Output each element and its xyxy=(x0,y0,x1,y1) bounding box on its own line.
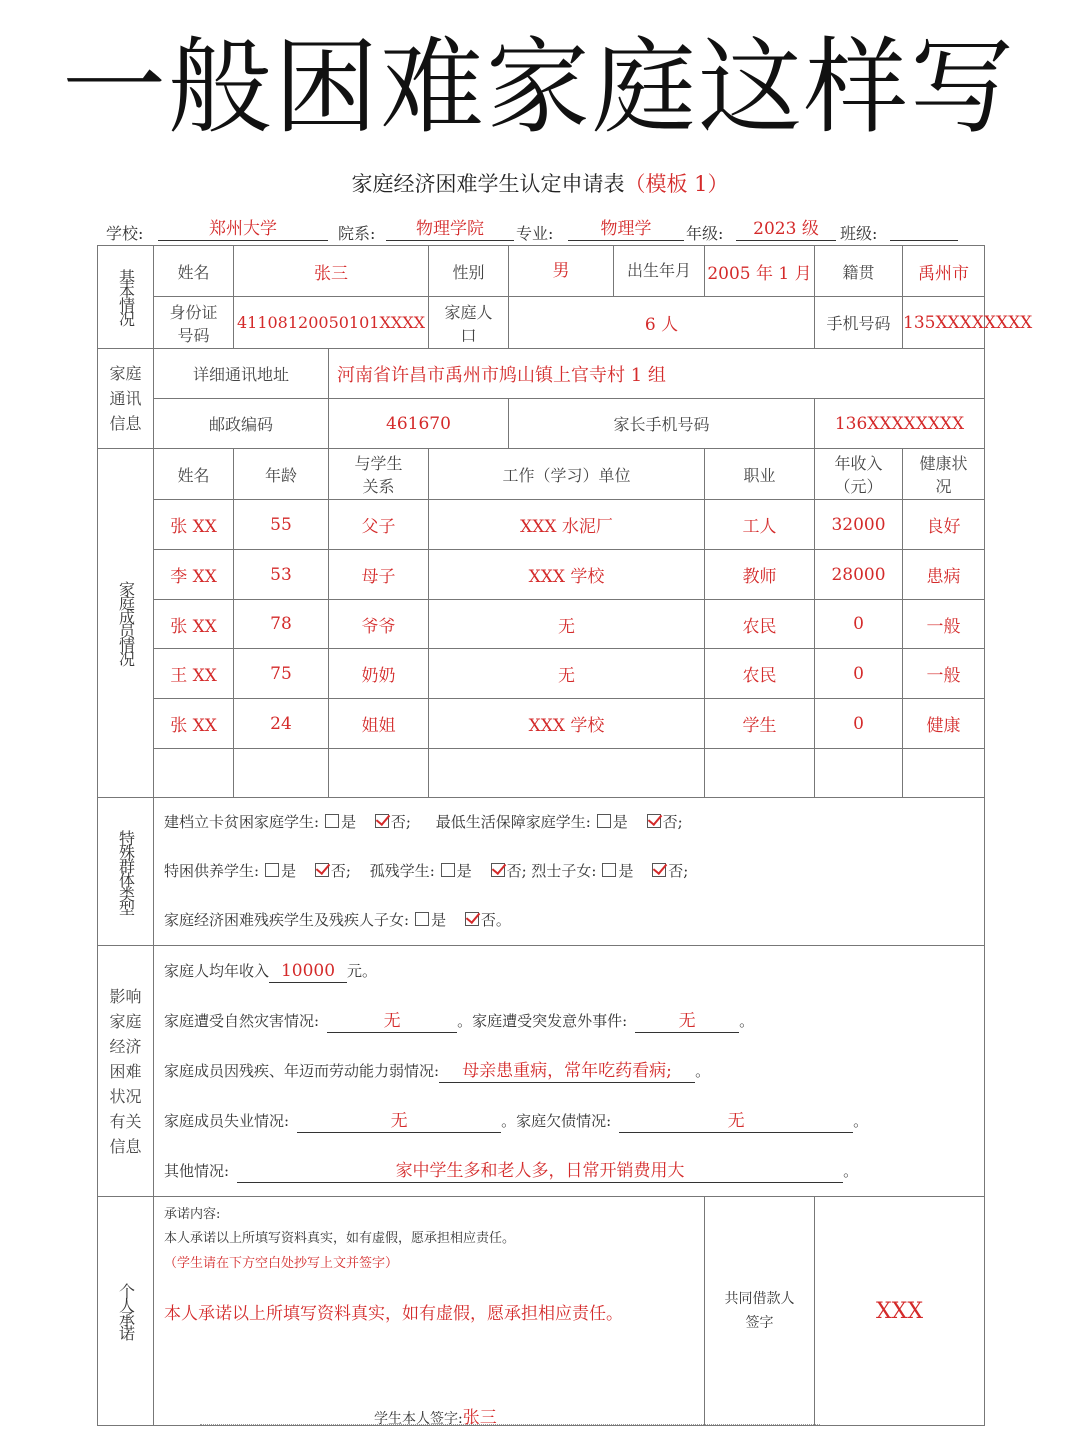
member-age: 24 xyxy=(234,699,329,749)
class-label: 班级: xyxy=(840,224,878,243)
member-name: 张 XX xyxy=(154,500,234,550)
avg-income-value: 10000 xyxy=(269,960,347,983)
major-label: 专业: xyxy=(516,224,554,243)
col-income: 年收入 （元） xyxy=(815,449,903,500)
member-relation: 爷爷 xyxy=(329,600,429,649)
member-age: 55 xyxy=(234,500,329,550)
promise-row xyxy=(98,1197,985,1426)
checkbox-checked-icon xyxy=(465,912,479,926)
influence-content xyxy=(154,946,985,1197)
dept-value: 物理学院 xyxy=(386,216,514,241)
dept-label: 院系: xyxy=(338,224,376,243)
disaster-value: 无 xyxy=(327,1010,457,1033)
col-name: 姓名 xyxy=(154,449,234,500)
accident-value: 无 xyxy=(635,1010,739,1033)
address-label: 详细通讯地址 xyxy=(154,349,329,399)
member-name: 李 XX xyxy=(154,550,234,600)
member-relation: 母子 xyxy=(329,550,429,600)
checkbox-icon xyxy=(597,814,611,828)
member-income: 0 xyxy=(815,600,903,649)
special-row xyxy=(98,798,985,946)
member-income: 0 xyxy=(815,699,903,749)
member-work: XXX 学校 xyxy=(429,550,705,600)
member-work: 无 xyxy=(429,600,705,649)
phone-value: 135XXXXXXXX xyxy=(903,297,985,349)
table-row xyxy=(98,550,985,600)
members-section-label: 家庭成员情况 xyxy=(98,449,154,798)
special-content xyxy=(154,798,985,946)
col-age: 年龄 xyxy=(234,449,329,500)
member-name: 王 XX xyxy=(154,649,234,699)
member-work: XXX 学校 xyxy=(429,699,705,749)
promise-handwritten: 本人承诺以上所填写资料真实，如有虚假，愿承担相应责任。 xyxy=(164,1304,623,1324)
member-relation: 父子 xyxy=(329,500,429,550)
origin-label: 籍贯 xyxy=(815,246,903,297)
special-line-2: 特困供养学生: 是 否; 孤残学生: 是 否; 烈士子女: 是 否; xyxy=(164,862,689,880)
school-label: 学校: xyxy=(106,224,144,243)
disability-line: 家庭成员因残疾、年迈而劳动能力弱情况: 母亲患重病，常年吃药看病; 。 xyxy=(164,1061,711,1081)
family-size-value: 6 人 xyxy=(509,297,815,349)
checkbox-icon xyxy=(441,863,455,877)
member-work: XXX 水泥厂 xyxy=(429,500,705,550)
contact-row-2 xyxy=(98,399,985,449)
promise-content-label: 承诺内容: xyxy=(164,1207,221,1222)
promise-content xyxy=(154,1197,705,1426)
basic-section-label: 基本情况 xyxy=(98,246,154,349)
member-name: 张 XX xyxy=(154,600,234,649)
grade-label: 年级: xyxy=(686,224,724,243)
origin-value: 禹州市 xyxy=(903,246,985,297)
page-headline: 一般困难家庭这样写 xyxy=(62,26,1017,148)
name-value: 张三 xyxy=(234,246,429,297)
special-line-3: 家庭经济困难残疾学生及残疾人子女: 是 否。 xyxy=(164,911,511,929)
member-age: 75 xyxy=(234,649,329,699)
table-row xyxy=(98,500,985,550)
parent-phone-value: 136XXXXXXXX xyxy=(815,399,985,449)
table-row xyxy=(98,699,985,749)
birth-value: 2005 年 1 月 xyxy=(705,246,815,297)
form-title-text: 家庭经济困难学生认定申请表 xyxy=(351,172,625,196)
phone-label: 手机号码 xyxy=(815,297,903,349)
member-health: 一般 xyxy=(903,649,985,699)
major-value: 物理学 xyxy=(568,216,684,241)
table-row-empty xyxy=(98,749,985,798)
form-title-suffix: （模板 1） xyxy=(624,172,729,196)
coborrower-label: 共同借款人 签字 xyxy=(705,1197,815,1426)
member-health: 一般 xyxy=(903,600,985,649)
member-name: 张 XX xyxy=(154,699,234,749)
gender-value: 男 xyxy=(509,246,614,296)
school-info-row xyxy=(106,216,986,246)
coborrower-value: XXX xyxy=(815,1197,985,1426)
member-job: 学生 xyxy=(705,699,815,749)
checkbox-icon xyxy=(415,912,429,926)
special-line-1: 建档立卡贫困家庭学生: 是 否; 最低生活保障家庭学生: 是 否; xyxy=(164,813,683,831)
gender-birth-cell xyxy=(509,246,705,297)
member-job: 教师 xyxy=(705,550,815,600)
postcode-value: 461670 xyxy=(329,399,509,449)
checkbox-checked-icon xyxy=(647,814,661,828)
other-value: 家中学生多和老人多，日常开销费用大 xyxy=(237,1160,843,1183)
birth-label: 出生年月 xyxy=(626,261,691,280)
col-job: 职业 xyxy=(705,449,815,500)
id-value: 41108120050101XXXX xyxy=(234,297,429,349)
member-age: 78 xyxy=(234,600,329,649)
member-health: 患病 xyxy=(903,550,985,600)
influence-section-label: 影响 家庭 经济 困难 状况 有关 信息 xyxy=(98,946,154,1197)
student-signature: 学生本人签字:张三 xyxy=(374,1408,497,1428)
member-work: 无 xyxy=(429,649,705,699)
checkbox-checked-icon xyxy=(375,814,389,828)
member-income: 0 xyxy=(815,649,903,699)
table-row xyxy=(98,649,985,699)
member-income: 28000 xyxy=(815,550,903,600)
member-relation: 姐姐 xyxy=(329,699,429,749)
parent-phone-label: 家长手机号码 xyxy=(509,399,815,449)
influence-row xyxy=(98,946,985,1197)
member-age: 53 xyxy=(234,550,329,600)
col-work: 工作（学习）单位 xyxy=(429,449,705,500)
checkbox-checked-icon xyxy=(491,863,505,877)
id-label: 身份证 号码 xyxy=(154,297,234,349)
cut-off-footer-line xyxy=(200,1424,820,1431)
special-section-label: 特殊群体类型 xyxy=(98,798,154,946)
member-job: 农民 xyxy=(705,649,815,699)
promise-section-label: 个人承诺 xyxy=(98,1197,154,1426)
school-value: 郑州大学 xyxy=(158,216,328,241)
member-income: 32000 xyxy=(815,500,903,550)
application-form-table xyxy=(97,245,1033,1428)
form-title xyxy=(0,168,1080,198)
col-relation: 与学生 关系 xyxy=(329,449,429,500)
member-job: 农民 xyxy=(705,600,815,649)
family-size-label: 家庭人 口 xyxy=(429,297,509,349)
checkbox-checked-icon xyxy=(652,863,666,877)
class-value xyxy=(890,216,958,241)
promise-text: 本人承诺以上所填写资料真实，如有虚假，愿承担相应责任。 xyxy=(164,1231,516,1246)
contact-section-label: 家庭 通讯 信息 xyxy=(98,349,154,449)
disaster-line: 家庭遭受自然灾害情况: 无 。家庭遭受突发意外事件: 无 。 xyxy=(164,1011,755,1031)
disability-value: 母亲患重病，常年吃药看病; xyxy=(439,1060,695,1083)
checkbox-icon xyxy=(602,863,616,877)
member-health: 良好 xyxy=(903,500,985,550)
address-value: 河南省许昌市禹州市鸠山镇上官寺村 1 组 xyxy=(329,349,985,399)
unemployment-line: 家庭成员失业情况: 无 。家庭欠债情况: 无 。 xyxy=(164,1111,869,1131)
unemployment-value: 无 xyxy=(297,1110,501,1133)
member-health: 健康 xyxy=(903,699,985,749)
contact-row-1 xyxy=(98,349,985,399)
name-label: 姓名 xyxy=(154,246,234,297)
postcode-label: 邮政编码 xyxy=(154,399,329,449)
checkbox-checked-icon xyxy=(315,863,329,877)
basic-row-2 xyxy=(98,297,985,349)
table-row xyxy=(98,600,985,649)
avg-income-line: 家庭人均年收入 10000 元。 xyxy=(164,961,378,981)
members-header-row xyxy=(98,449,985,500)
debt-value: 无 xyxy=(619,1110,853,1133)
other-line: 其他情况: 家中学生多和老人多，日常开销费用大 。 xyxy=(164,1161,859,1181)
member-job: 工人 xyxy=(705,500,815,550)
col-health: 健康状 况 xyxy=(903,449,985,500)
gender-label: 性别 xyxy=(429,246,509,297)
checkbox-icon xyxy=(325,814,339,828)
grade-value: 2023 级 xyxy=(736,216,836,241)
member-relation: 奶奶 xyxy=(329,649,429,699)
checkbox-icon xyxy=(265,863,279,877)
basic-row-1 xyxy=(98,246,985,297)
promise-instruction: （学生请在下方空白处抄写上文并签字） xyxy=(164,1256,399,1271)
signature-value: 张三 xyxy=(462,1408,497,1428)
